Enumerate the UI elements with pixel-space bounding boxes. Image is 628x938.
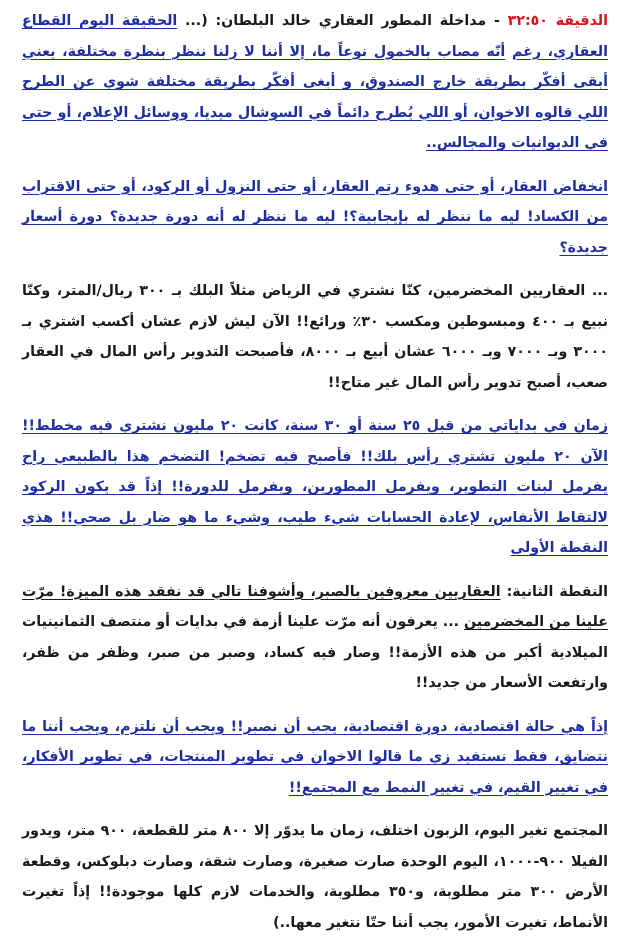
timestamp: الدقيقة ٣٢:٥٠ bbox=[507, 13, 608, 29]
paragraph-society-change: المجتمع تغير اليوم، الزبون اختلف، زمان ما يدوّر إلا ٨٠٠ متر للقطعة، ٩٠٠ متر، ويدور الفيلا ٩٠٠-١٠٠٠، اليوم الوحدة صارت صغيرة، وصارت شقة، وصارت دبلوكس، وقطعة الأرض ٣٠٠ متر مطلوبة، و٣٥٠ مطلوبة، والخدمات لازم كلها موجودة!! إذاً تغيرت الأنماط، تغيرت الأمور، يجب أننا حتّا نتغير معها..) bbox=[22, 823, 609, 931]
paragraph-downturn-question: انخفاض العقار، أو حتى هدوء رتم العقار، أو حتى النزول أو الركود، أو حتى الاقتراب من الكساد! ليه ما ننظر له بإيجابية؟! ليه ما ننظر له أنه دورة جديدة؟ دورة أسعار جديدة؟ bbox=[22, 178, 608, 256]
second-point-underlined: العقاريين معروفين بالصبر، وأشوفنا تالي قد نفقد هذه الميزة! مرّت علينا من المخضرمين bbox=[22, 583, 608, 630]
speaker-intro: مداخلة المطور العقاري خالد البلطان: (... bbox=[185, 13, 487, 29]
quote-continuation: أنّه مصاب بالخمول نوعاً ما، إلا أننا لا زلنا ننظر بنظرة مختلفة، يعني أبقى أفكّر بطريقة خارج الصندوق، و أبغى أفكّر بطريقة مختلفة شوي عن الطرح اللي قالوه الاخوان، أو اللي يُطرح دائماً في السوشال ميديا، ووسائل الإعلام، أو حتى في الديوانيات والمجالس.. bbox=[22, 43, 608, 151]
timestamp-separator: - bbox=[493, 13, 500, 29]
paragraph-inflation: زمان في بداياتي من قبل ٢٥ سنة أو ٣٠ سنة، كانت ٢٠ مليون نشتري فيه مخطط!! الآن ٢٠ مليون تشتري رأس بلك!! فأصبح فيه تضخم! التضخم هذا بالطبيعي راح يفرمل لبنات التطوير، ويفرمل المطورين، ويفرمل للدورة!! إذاً قد يكون الركود لالتقاط الأنفاس، لإعادة الحسابات شيء طيب، وشيء ما هو ضار بل صحي!! هذي النقطة الأولى bbox=[22, 418, 608, 556]
paragraph-second-point bbox=[22, 577, 608, 699]
quote-start: الحقيقة اليوم القطاع العقاري، رغم bbox=[22, 13, 608, 60]
second-point-rest: ... يعرفون أنه مرّت علينا أزمة في بدايات أو منتصف الثمانينيات الميلادية أكبر من هذه الأزمة!! وصار فيه كساد، وصبر من صبر، وظفر من ظفر، وارتفعت الأسعار من جديد!! bbox=[22, 614, 608, 691]
paragraph-intro bbox=[22, 6, 608, 159]
paragraph-capital-turnover: ... العقاريين المخضرمين، كنّا نشتري في الرياض مثلاً البلك بـ ٣٠٠ ريال/المتر، وكنّا نبيع بـ ٤٠٠ ومبسوطين ومكسب ٣٠٪ ورائع!! الآن ليش لازم عشان أكسب اشتري بـ ٣٠٠٠ وبـ ٧٠٠٠ وبـ ٦٠٠٠ عشان أبيع بـ ٨٠٠٠، فأصبحت التدوير رأس المال في العقار صعب، أصبح تدوير رأس المال غير متاح!! bbox=[22, 283, 609, 391]
second-point-lead: النقطة الثانية: bbox=[506, 583, 608, 600]
paragraph-economic-cycle: إذاً هي حالة اقتصادية، دورة اقتصادية، يجب أن نصبر!! ويجب أن نلتزم، ويجب أننا ما نتضايق، فقط نستفيد زي ما قالوا الاخوان في تطوير المنتجات، في تطوير الأفكار، في تغيير القيم، في تغيير النمط مع المجتمع!! bbox=[22, 718, 608, 796]
